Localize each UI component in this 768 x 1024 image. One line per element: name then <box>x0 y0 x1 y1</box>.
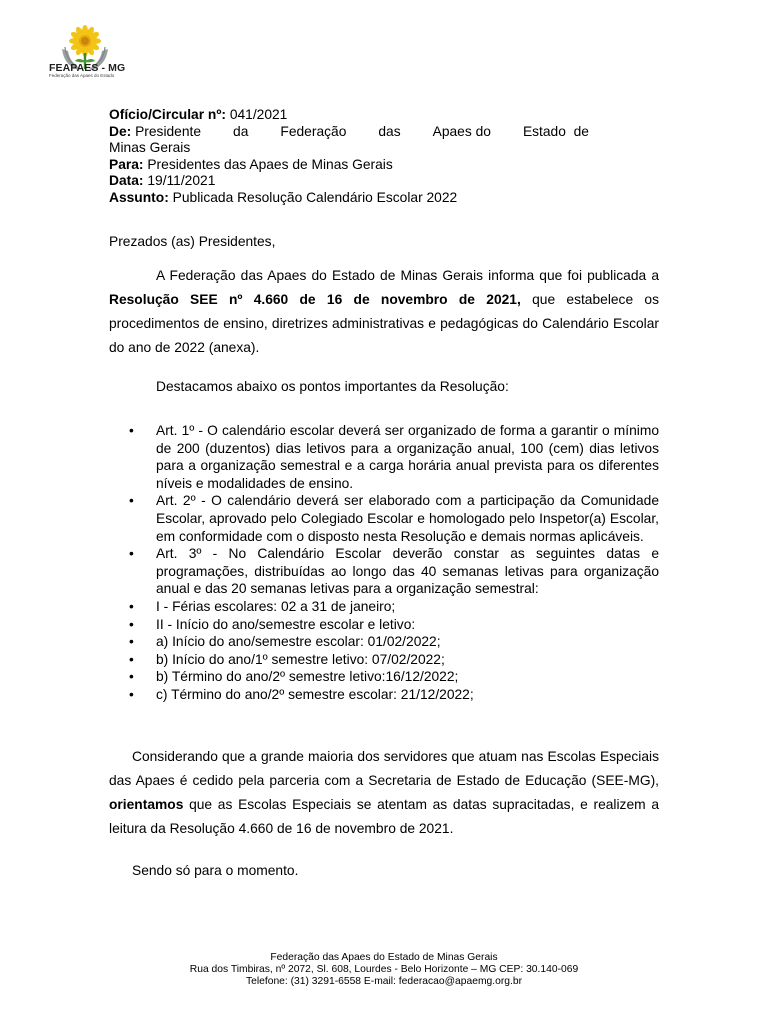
para-label: Para: <box>109 156 144 172</box>
footer-line-2: Rua dos Timbiras, nº 2072, Sl. 608, Lourdes - Belo Horizonte – MG CEP: 30.140-069 <box>189 964 579 975</box>
list-item: • I - Férias escolares: 02 a 31 de janeiro; <box>109 598 659 616</box>
de-word-1: da <box>233 123 249 139</box>
closing-line: Sendo só para o momento. <box>132 863 299 878</box>
oficio-value: 041/2021 <box>229 107 288 122</box>
data-line <box>109 173 599 190</box>
greeting: Prezados (as) Presidentes, <box>109 234 276 249</box>
assunto-value: Publicada Resolução Calendário Escolar 2022 <box>172 189 458 205</box>
footer-line-1: Federação das Apaes do Estado de Minas Gerais <box>270 952 498 963</box>
de-line <box>109 124 589 141</box>
paragraph-orientation <box>109 745 659 841</box>
list-item: • II - Início do ano/semestre escolar e letivo: <box>109 616 659 634</box>
list-item: • a) Início do ano/semestre escolar: 01/02/2022; <box>109 633 659 651</box>
assunto-line <box>109 190 599 207</box>
oficio-label: Ofício/Circular nº: <box>109 107 226 122</box>
resolution-reference: Resolução SEE nº 4.660 de 16 de novembro de 2021, <box>109 292 521 307</box>
document-header <box>109 107 599 206</box>
list-item: • Art. 3º - No Calendário Escolar deverão constar as seguintes datas e programações, distribuídas ao longo das 40 semanas letivas para organização anual e das 20 semanas letivas para a organização semestral: <box>109 545 659 598</box>
list-item: • c) Término do ano/2º semestre escolar: 21/12/2022; <box>109 686 659 704</box>
footer-line-3: Telefone: (31) 3291-6558 E-mail: federacao@apaemg.org.br <box>245 976 523 987</box>
paragraph-intro <box>109 264 659 360</box>
de-line-2: Minas Gerais <box>109 140 191 155</box>
logo-subtitle: Federação das Apaes do Estado <box>49 73 115 78</box>
list-item: • b) Término do ano/2º semestre letivo:16/12/2022; <box>109 668 659 686</box>
oficio-line <box>109 107 599 124</box>
list-item: • Art. 2º - O calendário deverá ser elaborado com a participação da Comunidade Escolar, aprovado pelo Colegiado Escolar e homologado pelo Inspetor(a) Escolar, em conformidade com o disposto nesta Resolução e demais normas aplicáveis. <box>109 492 659 545</box>
footer <box>0 952 768 988</box>
de-word-3: das <box>378 123 401 139</box>
paragraph-intro-end: que estabelece os procedimentos de ensino, diretrizes administrativas e pedagógicas do Calendário Escolar do ano de 2022 (anexa). <box>109 292 659 355</box>
assunto-label: Assunto: <box>109 189 169 205</box>
list-item: • b) Início do ano/1º semestre letivo: 07/02/2022; <box>109 651 659 669</box>
logo-name: FEAPAES - MG <box>49 62 126 74</box>
orientation-keyword: orientamos <box>109 797 184 812</box>
de-word-6: de <box>573 123 589 139</box>
de-label: De: <box>109 123 132 139</box>
para-line <box>109 157 599 174</box>
paragraph-orientation-start: Considerando que a grande maioria dos servidores que atuam nas Escolas Especiais das Apaes é cedido pela parceria com a Secretaria de Estado de Educação (SEE-MG), <box>109 749 659 788</box>
paragraph-orientation-end: que as Escolas Especiais se atentam as datas supracitadas, e realizem a leitura da Resolução 4.660 de 16 de novembro de 2021. <box>109 797 659 836</box>
highlights-list <box>109 422 659 704</box>
para-value: Presidentes das Apaes de Minas Gerais <box>147 156 393 172</box>
de-word-0: Presidente <box>135 123 202 139</box>
de-word-5: Estado <box>522 123 566 139</box>
de-word-2: Federação <box>280 123 347 139</box>
paragraph-intro-start: A Federação das Apaes do Estado de Minas Gerais informa que foi publicada a <box>156 268 659 283</box>
de-word-4: Apaes do <box>432 123 491 139</box>
highlight-intro: Destacamos abaixo os pontos importantes da Resolução: <box>156 379 509 394</box>
data-value: 19/11/2021 <box>147 173 216 188</box>
list-item: • Art. 1º - O calendário escolar deverá ser organizado de forma a garantir o mínimo de 200 (duzentos) dias letivos para a organização anual, 100 (cem) dias letivos para a organização semestral e a carga horária anual prevista para os diferentes níveis e modalidades de ensino. <box>109 422 659 492</box>
data-label: Data: <box>109 173 144 188</box>
